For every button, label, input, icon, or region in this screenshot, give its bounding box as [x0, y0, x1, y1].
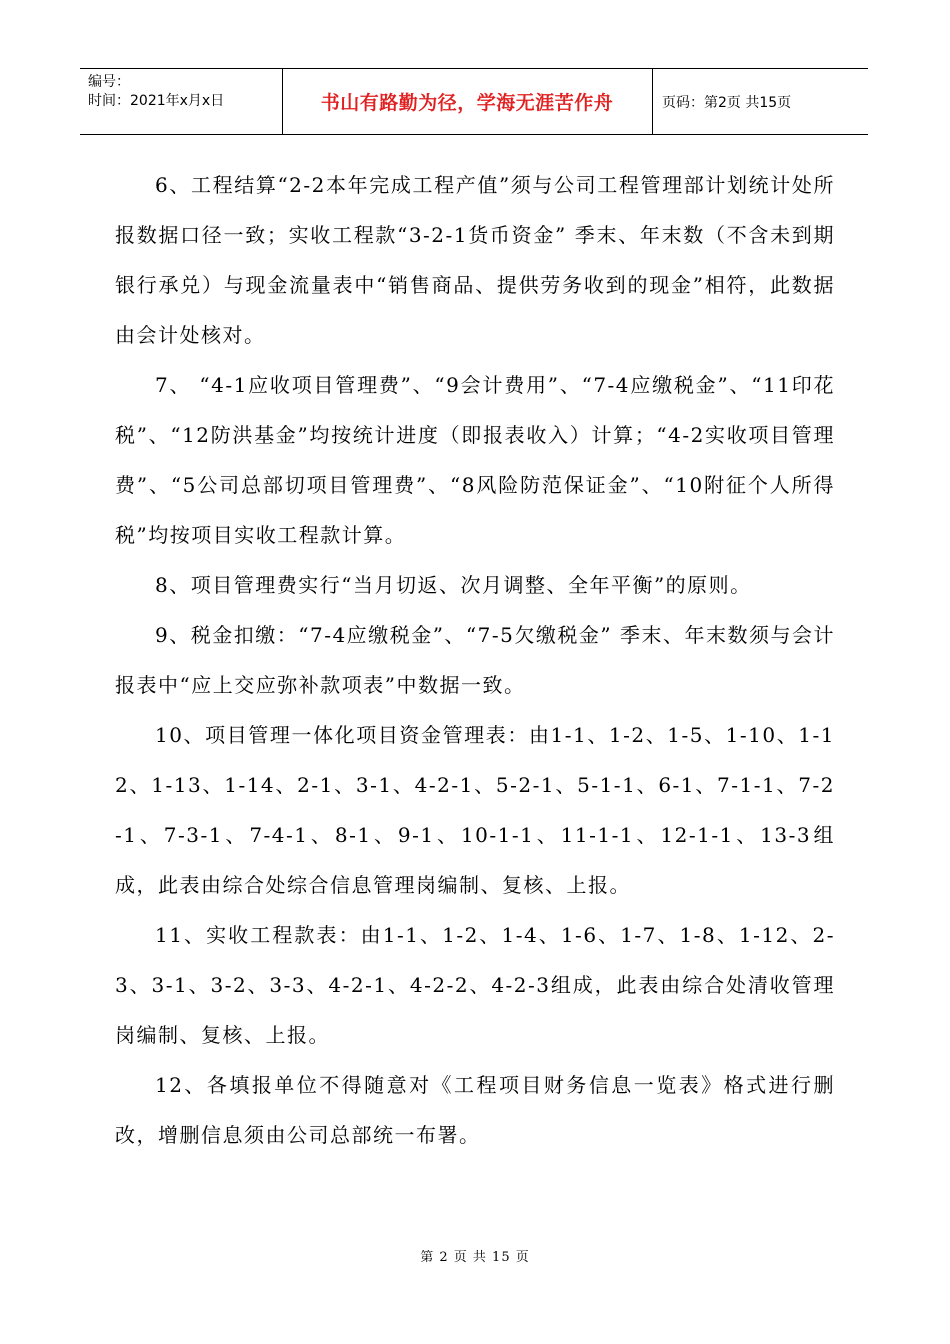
- header-motto: 书山有路勤为径，学海无涯苦作舟: [320, 92, 614, 114]
- header-time-label: 时间：2021年x月x日: [88, 93, 225, 109]
- document-body: [115, 160, 835, 1160]
- paragraph-6: 6、工程结算“2-2本年完成工程产值”须与公司工程管理部计划统计处所报数据口径一致；实收工程款“3-2-1货币资金” 季末、年末数（不含未到期银行承兑）与现金流量表中“销售商品、提供劳务收到的现金”相符，此数据由会计处核对。: [115, 173, 835, 347]
- header-page-info: 页码：第2页 共15页: [662, 94, 792, 111]
- paragraph-12: 12、各填报单位不得随意对《工程项目财务信息一览表》格式进行删改，增删信息须由公司总部统一布署。: [115, 1073, 835, 1147]
- header-number-label: 编号：: [88, 74, 130, 90]
- page-header: [80, 68, 868, 135]
- header-meta: [88, 73, 224, 111]
- paragraph-7: 7、 “4-1应收项目管理费”、“9会计费用”、“7-4应缴税金”、“11印花税”、“12防洪基金”均按统计进度（即报表收入）计算；“4-2实收项目管理费”、“5公司总部切项目管理费”、“8风险防范保证金”、“10附征个人所得税”均按项目实收工程款计算。: [115, 373, 835, 547]
- paragraph-10: 10、项目管理一体化项目资金管理表：由1-1、1-2、1-5、1-10、1-12、1-13、1-14、2-1、3-1、4-2-1、5-2-1、5-1-1、6-1、7-1-1、7-2-1、7-3-1、7-4-1、8-1、9-1、10-1-1、11-1-1、12-1-1、13-3组成，此表由综合处综合信息管理岗编制、复核、上报。: [115, 723, 835, 897]
- paragraph-11: 11、实收工程款表：由1-1、1-2、1-4、1-6、1-7、1-8、1-12、2-3、3-1、3-2、3-3、4-2-1、4-2-2、4-2-3组成，此表由综合处清收管理岗编制、复核、上报。: [115, 923, 835, 1047]
- paragraph-9: 9、税金扣缴：“7-4应缴税金”、“7-5欠缴税金” 季末、年末数须与会计报表中“应上交应弥补款项表”中数据一致。: [115, 623, 835, 697]
- page-footer: 第 2 页 共 15 页: [420, 1250, 530, 1265]
- paragraph-8: 8、项目管理费实行“当月切返、次月调整、全年平衡”的原则。: [155, 573, 752, 597]
- header-divider-right: [652, 69, 653, 134]
